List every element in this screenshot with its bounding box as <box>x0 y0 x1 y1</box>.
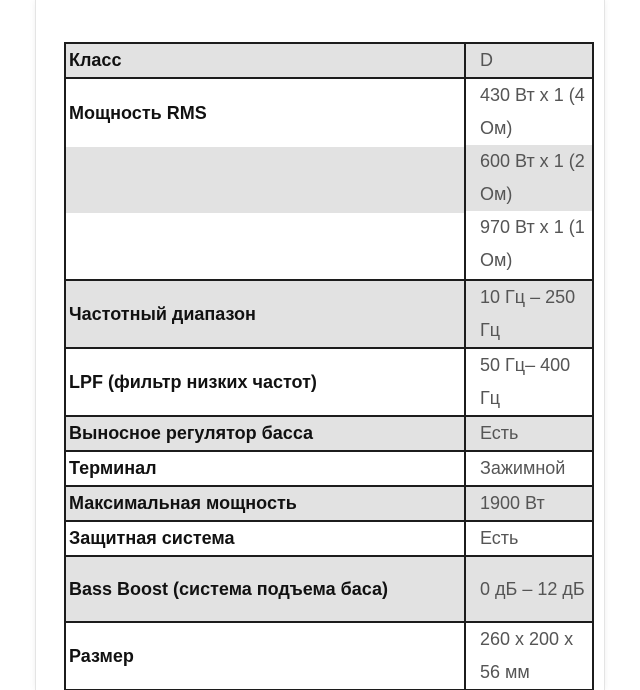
table-row <box>65 43 593 78</box>
table-row <box>65 521 593 556</box>
table-row <box>65 556 593 622</box>
shade-band <box>66 147 464 213</box>
spec-value: 430 Вт х 1 (4 Ом) <box>480 85 585 138</box>
table-row <box>65 416 593 451</box>
spec-name: Bass Boost (система подъема баса) <box>65 556 465 622</box>
spec-value: 10 Гц – 250 Гц <box>465 280 593 348</box>
spec-value-cell <box>465 78 593 280</box>
spec-value: 970 Вт х 1 (1 Ом) <box>480 217 585 270</box>
spec-value: 600 Вт х 1 (2 Ом) <box>466 145 592 211</box>
spec-value: 260 х 200 х 56 мм <box>465 622 593 690</box>
spec-value: 50 Гц– 400 Гц <box>465 348 593 416</box>
spec-name: Максимальная мощность <box>65 486 465 521</box>
spec-name: Защитная система <box>65 521 465 556</box>
table-row <box>65 280 593 348</box>
table-row <box>65 486 593 521</box>
spec-name: Выносное регулятор басса <box>65 416 465 451</box>
table-row <box>65 451 593 486</box>
table-row <box>65 622 593 690</box>
spec-value: Есть <box>465 521 593 556</box>
spec-value: Зажимной <box>465 451 593 486</box>
spec-name: Терминал <box>65 451 465 486</box>
spec-table <box>64 42 594 690</box>
spec-name: Размер <box>65 622 465 690</box>
spec-value: Есть <box>465 416 593 451</box>
spec-name: Класс <box>65 43 465 78</box>
spec-name: Частотный диапазон <box>65 280 465 348</box>
table-row <box>65 348 593 416</box>
spec-value: 1900 Вт <box>465 486 593 521</box>
spec-name-cell <box>65 78 465 280</box>
table-row <box>65 78 593 280</box>
spec-value: D <box>465 43 593 78</box>
spec-name: Мощность RMS <box>69 103 207 123</box>
spec-value: 0 дБ – 12 дБ <box>465 556 593 622</box>
spec-name: LPF (фильтр низких частот) <box>65 348 465 416</box>
